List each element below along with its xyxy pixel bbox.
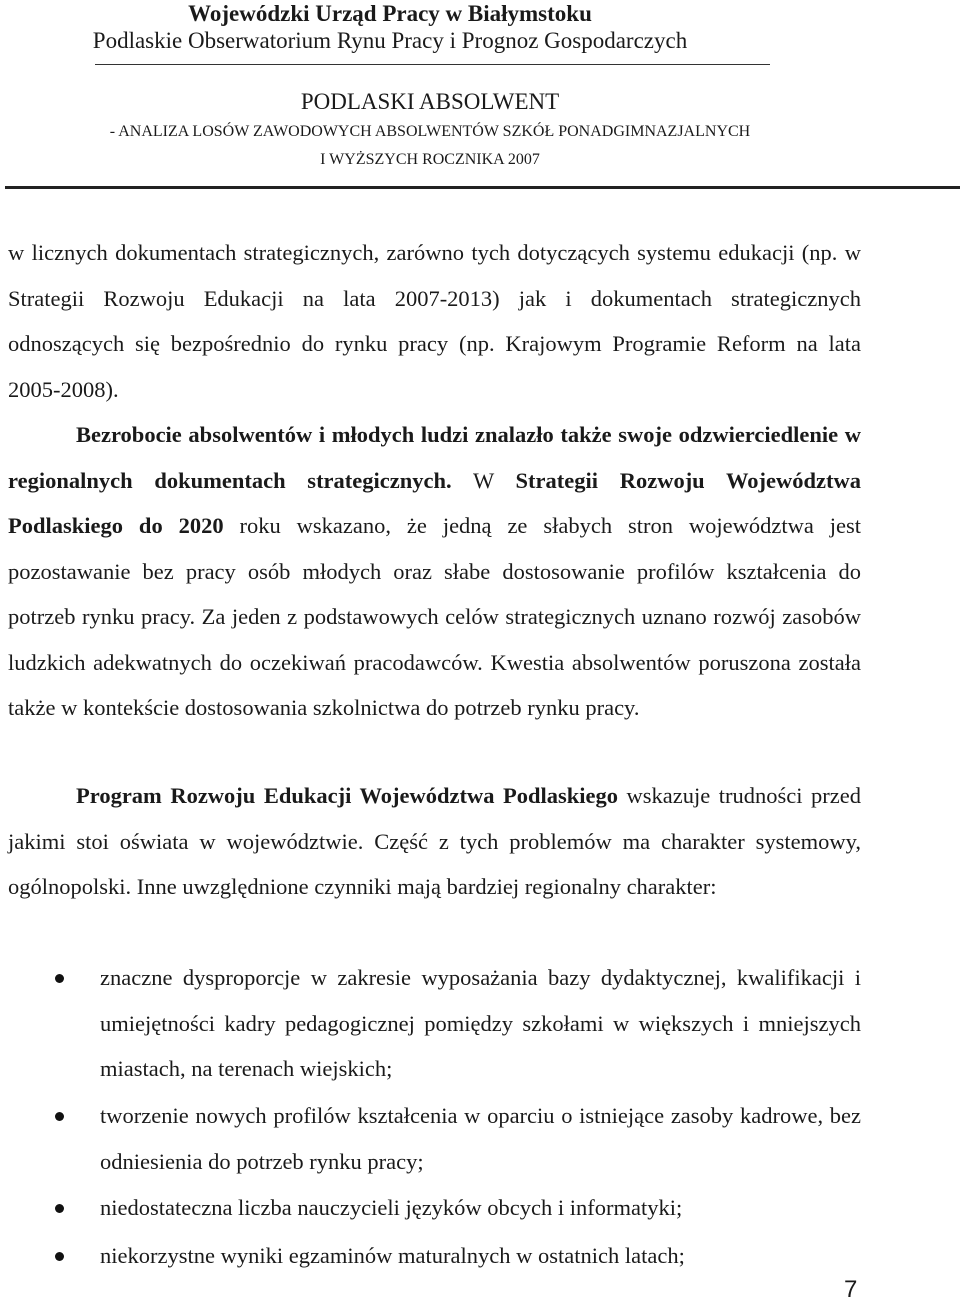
report-subtitle-line1: - ANALIZA LOSÓW ZAWODOWYCH ABSOLWENTÓW SZKÓŁ PONADGIMNAZJALNYCH <box>109 123 751 140</box>
organization-name: Wojewódzki Urząd Pracy w Białymstoku <box>188 1 592 26</box>
paragraph-1-text: w licznych dokumentach strategicznych, zarówno tych dotyczących systemu edukacji (np. w Strategii Rozwoju Edukacji na lata 2007-2013) jak i dokumentach strategicznych odnoszących się bezpośrednio do rynku pracy (np. Krajowym Programie Reform na lata 2005-2008). <box>8 240 861 402</box>
paragraph-3-text <box>8 773 861 910</box>
list-item-text: niekorzystne wyniki egzaminów maturalnych w ostatnich latach; <box>100 1243 685 1268</box>
paragraph-3-body: wskazuje trudności przed jakimi stoi oświata w województwie. Część z tych problemów ma charakter systemowy, ogólnopolski. Inne uwzględnione czynniki mają bardziej regionalny charakter: <box>8 783 861 899</box>
paragraph-2-connector: W <box>451 467 516 493</box>
report-title: PODLASKI ABSOLWENT <box>300 89 560 114</box>
paragraph-2-body: roku wskazano, że jedną ze słabych stron województwa jest pozostawanie bez pracy osób młodych oraz słabe dostosowanie profilów kształcenia do potrzeb rynku pracy. Za jeden z podstawowych celów strategicznych uznano rozwój zasobów ludzkich adekwatnych do oczekiwań pracodawców. Kwestia absolwentów poruszona została także w kontekście dostosowania szkolnictwa do potrzeb rynku pracy. <box>8 513 862 720</box>
list-item-text: znaczne dysproporcje w zakresie wyposażania bazy dydaktycznej, kwalifikacji i umiejętności kadry pedagogicznej pomiędzy szkołami w większych i mniejszych miastach, na terenach wiejskich; <box>100 965 861 1081</box>
paragraph-2-bold-lead: Bezrobocie absolwentów i młodych ludzi znalazło także swoje odzwierciedlenie w regionalnych dokumentach strategicznych. <box>8 422 861 493</box>
list-item-text: tworzenie nowych profilów kształcenia w oparciu o istniejące zasoby kadrowe, bez odniesienia do potrzeb rynku pracy; <box>100 1103 861 1174</box>
bullet-icon <box>55 1252 64 1261</box>
report-subtitle-line2: I WYŻSZYCH ROCZNIKA 2007 <box>320 151 540 168</box>
paragraph-2-text <box>8 412 861 731</box>
strategy-title: Strategii Rozwoju Województwa Podlaskiego do 2020 <box>8 467 861 538</box>
observatory-name: Podlaskie Obserwatorium Rynu Pracy i Prognoz Gospodarczych <box>92 28 688 53</box>
paragraph-3 <box>8 773 861 910</box>
page-number: 7 <box>844 1276 858 1303</box>
paragraph-2 <box>8 412 861 731</box>
header-divider <box>95 64 770 65</box>
document-header <box>0 0 960 168</box>
header-bottom-rule <box>5 186 960 189</box>
bullet-icon <box>55 1204 64 1213</box>
bullet-icon <box>55 974 64 983</box>
program-title: Program Rozwoju Edukacji Województwa Podlaskiego <box>76 783 618 808</box>
bullet-icon <box>55 1112 64 1121</box>
paragraph-1 <box>8 230 861 412</box>
list-item-text: niedostateczna liczba nauczycieli języków obcych i informatyki; <box>100 1195 683 1220</box>
